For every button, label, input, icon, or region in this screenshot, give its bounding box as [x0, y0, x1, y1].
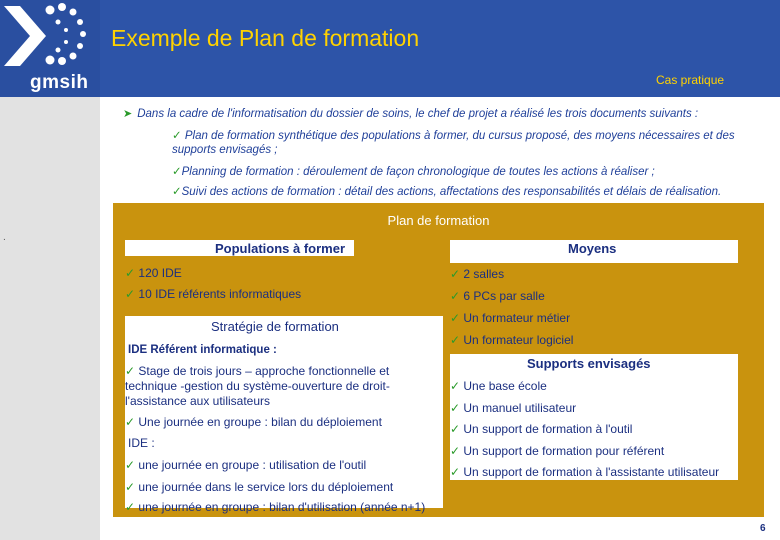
check-icon: ✓ [172, 186, 182, 198]
logo-text: gmsih [30, 72, 89, 93]
supports-item-text: Un support de formation à l'outil [463, 422, 633, 436]
check-icon: ✓ [450, 422, 464, 436]
check-icon: ✓ [125, 364, 139, 378]
supports-item-text: Un support de formation pour référent [463, 444, 665, 458]
population-item-text: 10 IDE référents informatiques [138, 287, 302, 301]
check-icon: ✓ [125, 287, 139, 301]
check-icon: ✓ [450, 465, 464, 479]
strategie-item [125, 480, 393, 495]
strategie-item-text: une journée en groupe : bilan d'utilisation (année n+1) [138, 500, 426, 514]
strategie-item-text: Une journée en groupe : bilan du déploiement [138, 415, 382, 429]
check-icon: ✓ [450, 401, 464, 415]
panel-title: Plan de formation [387, 213, 490, 228]
page-title: Exemple de Plan de formation [111, 25, 420, 51]
moyens-item [450, 267, 504, 282]
check-icon: ✓ [450, 444, 464, 458]
moyens-item-text: 2 salles [463, 267, 505, 281]
moyens-item-text: Un formateur logiciel [463, 333, 574, 347]
strategie-group-label: IDE : [128, 436, 155, 450]
check-icon: ✓ [450, 289, 464, 303]
check-icon: ✓ [125, 500, 139, 514]
supports-item-text: Un support de formation à l'assistante utilisateur [463, 465, 720, 479]
strategie-group-label: IDE Référent informatique : [128, 344, 277, 356]
moyens-title: Moyens [568, 241, 617, 256]
moyens-item [450, 333, 573, 348]
moyens-item-text: 6 PCs par salle [463, 289, 545, 303]
population-item [125, 287, 301, 302]
intro-item-text: Plan de formation synthétique des populations à former, du cursus proposé, des moyens nécessaires et des supports envisagés ; [172, 130, 735, 156]
header-subtitle: Cas pratique [656, 73, 725, 87]
arrow-bullet-icon: ➤ [123, 108, 133, 120]
supports-box [450, 354, 738, 480]
populations-title: Populations à former [215, 241, 346, 256]
supports-item [450, 465, 719, 480]
strategie-item-text: une journée dans le service lors du déploiement [138, 480, 394, 494]
supports-item-text: Une base école [463, 379, 547, 393]
plan-panel [113, 203, 764, 517]
strategie-item-text: Stage de trois jours – approche fonctionnelle et technique -gestion du système-ouverture de droit-l'assistance aux utilisateurs [125, 364, 390, 408]
supports-item [450, 401, 576, 416]
strategie-item [125, 364, 443, 409]
side-mark: . [3, 232, 6, 243]
supports-item [450, 422, 632, 437]
intro-item [172, 129, 762, 157]
check-icon: ✓ [125, 458, 139, 472]
supports-item [450, 444, 664, 459]
strategie-title: Stratégie de formation [211, 319, 339, 334]
supports-item-text: Un manuel utilisateur [463, 401, 577, 415]
moyens-item-text: Un formateur métier [463, 311, 571, 325]
intro-item-text: Planning de formation : déroulement de façon chronologique de toutes les actions à réaliser ; [181, 166, 655, 178]
population-item [125, 266, 182, 281]
intro-item [172, 165, 762, 179]
check-icon: ✓ [450, 311, 464, 325]
intro-item [172, 185, 762, 199]
strategie-item [125, 500, 425, 515]
check-icon: ✓ [125, 480, 139, 494]
check-icon: ✓ [450, 379, 464, 393]
page-number: 6 [760, 523, 766, 534]
strategie-item [125, 458, 366, 473]
check-icon: ✓ [172, 130, 185, 142]
check-icon: ✓ [125, 415, 139, 429]
supports-item [450, 379, 547, 394]
intro-line [123, 107, 698, 120]
strategie-box [125, 316, 443, 508]
moyens-item [450, 289, 545, 304]
gmsih-logo [0, 0, 100, 97]
supports-title: Supports envisagés [527, 356, 651, 371]
intro-text: Dans la cadre de l'informatisation du dossier de soins, le chef de projet a réalisé les trois documents suivants : [137, 108, 699, 120]
check-icon: ✓ [450, 267, 464, 281]
strategie-item-text: une journée en groupe : utilisation de l'outil [138, 458, 367, 472]
check-icon: ✓ [125, 266, 139, 280]
intro-item-text: Suivi des actions de formation : détail des actions, affectations des responsabilités et délais de réalisation. [181, 186, 722, 198]
moyens-item [450, 311, 570, 326]
population-item-text: 120 IDE [138, 266, 182, 280]
check-icon: ✓ [172, 166, 182, 178]
strategie-item [125, 415, 382, 430]
check-icon: ✓ [450, 333, 464, 347]
